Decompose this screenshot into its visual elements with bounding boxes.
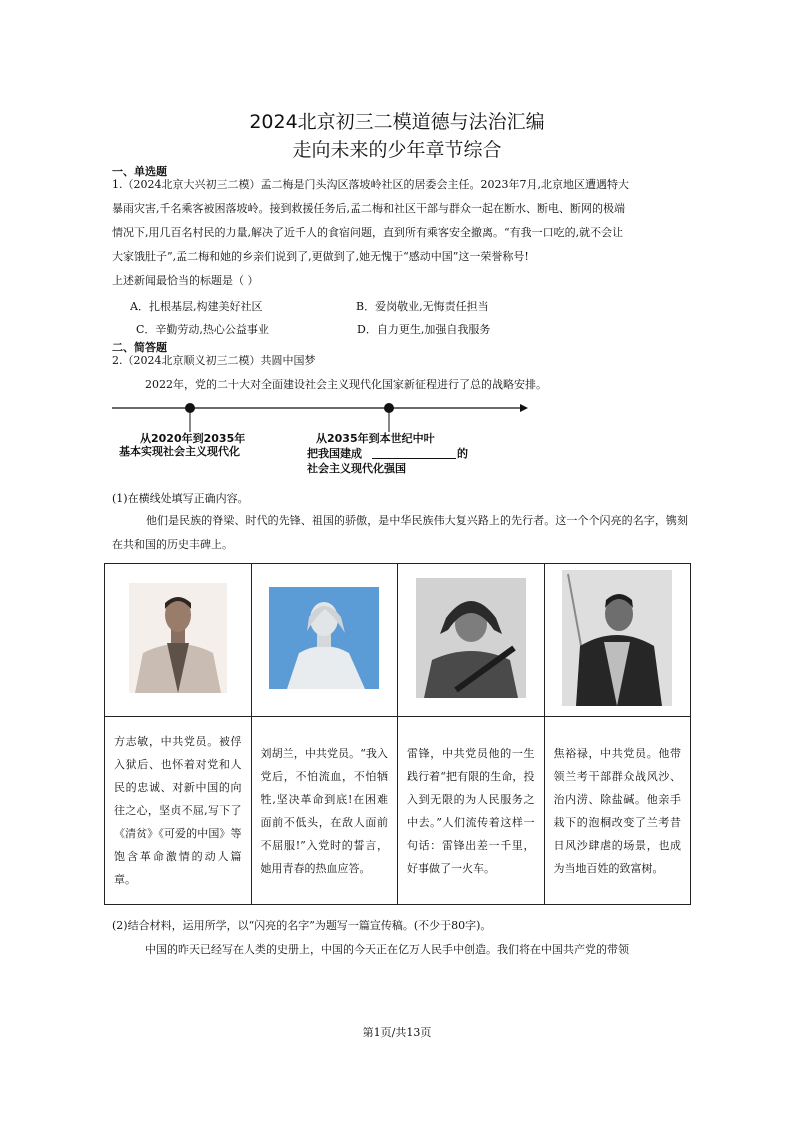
timeline-answer-blank[interactable] <box>372 458 456 459</box>
document-title-line1: 2024北京初三二模道德与法治汇编 <box>249 111 545 133</box>
timeline-node1-line1: 从2020年到2035年 <box>140 432 246 445</box>
jiao-yulu-photo <box>562 570 672 706</box>
hero-description-fang-zhimin: 方志敏，中共党员。被俘入狱后、也怀着对党和人民的忠诚、对新中国的向往之心，坚贞不屈,写下了《清贫》《可爱的中国》等饱含革命激情的动人篇章。 <box>105 717 252 905</box>
section-heading-short-answer: 二、简答题 <box>112 341 167 354</box>
sub-question2: (2)结合材料，运用所学，以“闪亮的名字”为题写一篇宣传稿。(不少于80字)。 <box>112 919 492 932</box>
sub-question1: (1)在横线处填写正确内容。 <box>112 492 249 505</box>
question2-title: 2.（2024北京顺义初三二模）共圆中国梦 <box>112 354 316 367</box>
hero-photo-cell-1 <box>105 564 252 717</box>
timeline-node2-line3: 社会主义现代化强国 <box>307 462 406 475</box>
document-title-line2: 走向未来的少年章节综合 <box>292 139 502 161</box>
question1-line4: 大家饿肚子”,孟二梅和她的乡亲们说到了,更做到了,她无愧于“感动中国”这一荣誉称号! <box>112 250 529 263</box>
timeline-axis <box>108 398 532 434</box>
option-b[interactable]: B．爱岗敬业,无悔责任担当 <box>356 300 489 313</box>
closing-paragraph: 中国的昨天已经写在人类的史册上，中国的今天正在亿万人民手中创造。我们将在中国共产党的带领 <box>145 943 629 956</box>
timeline-node2-line2b: 的 <box>457 447 468 460</box>
question1-line1: 1.（2024北京大兴初三二模）孟二梅是门头沟区落坡岭社区的居委会主任。2023年7月,北京地区遭遇特大 <box>112 178 629 191</box>
hero-photo-cell-4 <box>544 564 691 717</box>
lei-feng-photo <box>416 578 526 698</box>
timeline-node2-line1: 从2035年到本世纪中叶 <box>316 432 435 445</box>
question1-line2: 暴雨灾害,千名乘客被困落坡岭。接到救援任务后,孟二梅和社区干部与群众一起在断水、断电、断网的极端 <box>112 202 625 215</box>
question1-ask: 上述新闻最恰当的标题是（ ） <box>112 274 259 287</box>
hero-photo-cell-3 <box>398 564 545 717</box>
timeline-node2-line2a: 把我国建成 <box>307 447 362 460</box>
heroes-intro-paragraph: 他们是民族的脊梁、时代的先锋、祖国的骄傲，是中华民族伟大复兴路上的先行者。这一个个闪亮的名字，镌刻在共和国的历史丰碑上。 <box>112 514 688 551</box>
question1-line3: 情况下,用几百名村民的力量,解决了近千人的食宿问题，直到所有乘客安全撤离。“有我一口吃的,就不会让 <box>112 226 624 239</box>
option-a[interactable]: A．扎根基层,构建美好社区 <box>130 300 263 313</box>
timeline-intro: 2022年，党的二十大对全面建设社会主义现代化国家新征程进行了总的战略安排。 <box>145 378 547 391</box>
liu-hulan-statue-photo <box>269 587 379 689</box>
heroes-table <box>104 563 691 905</box>
timeline-node1-line2: 基本实现社会主义现代化 <box>119 445 240 458</box>
option-d[interactable]: D．自力更生,加强自我服务 <box>357 323 491 336</box>
section-heading-single-choice: 一、单选题 <box>112 165 167 178</box>
option-c[interactable]: C．辛勤劳动,热心公益事业 <box>136 323 269 336</box>
hero-photo-cell-2 <box>251 564 398 717</box>
hero-description-lei-feng: 雷锋，中共党员他的一生践行着“把有限的生命，投入到无限的为人民服务之中去。”人们流传着这样一句话：雷锋出差一千里，好事做了一火车。 <box>398 717 545 905</box>
page-number: 第1页/共13页 <box>362 1026 432 1039</box>
fang-zhimin-photo <box>129 583 227 693</box>
hero-description-jiao-yulu: 焦裕禄，中共党员。他带领兰考干部群众战风沙、治内涝、除盐碱。他亲手栽下的泡桐改变了兰考昔日风沙肆虐的场景，也成为当地百姓的致富树。 <box>544 717 691 905</box>
hero-description-liu-hulan: 刘胡兰，中共党员。“我入党后，不怕流血，不怕牺牲,坚决革命到底!在困难面前不低头，在敌人面前不屈服!”入党时的誓言，她用青春的热血应答。 <box>251 717 398 905</box>
